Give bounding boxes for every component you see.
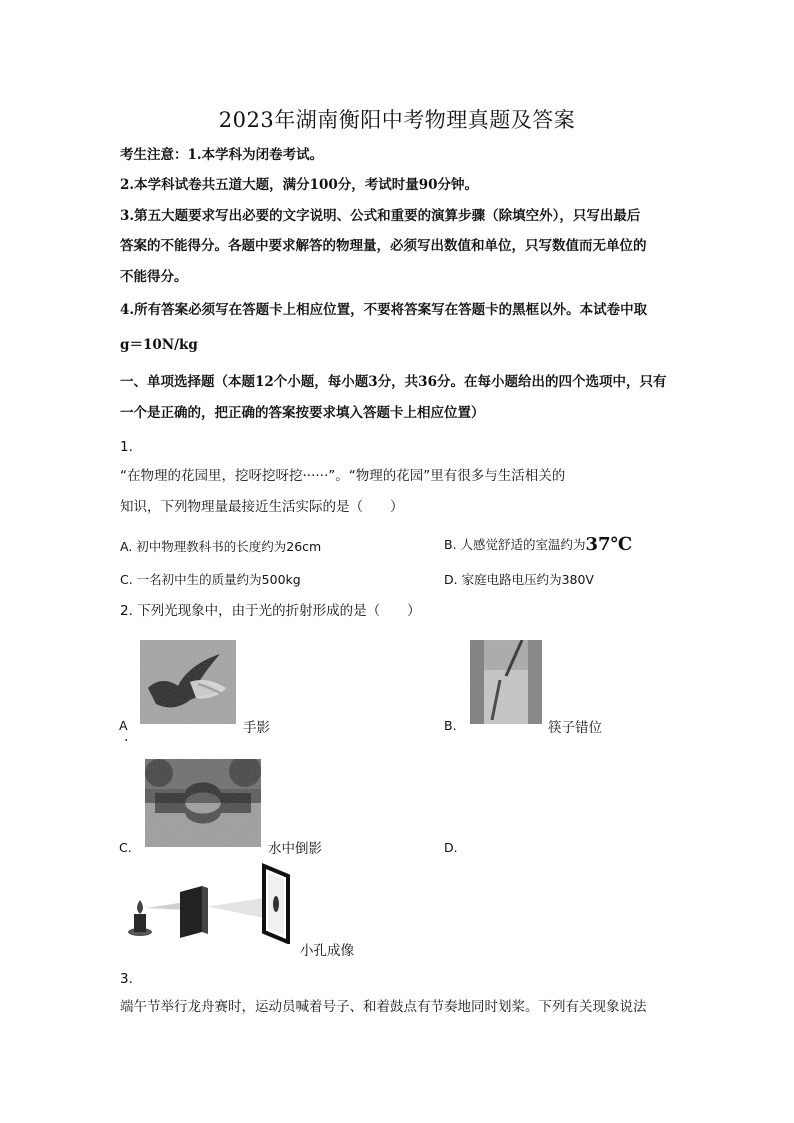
question-2-option-a-caption: 手影: [243, 720, 270, 736]
hand-shadow-illustration: [140, 640, 236, 724]
question-2-option-c-label: C.: [119, 840, 132, 855]
question-1-number: 1.: [120, 439, 133, 455]
question-1-option-a: A. 初中物理教科书的长度约为26cm: [120, 539, 322, 554]
question-1-option-b-value: 37℃: [585, 534, 633, 555]
question-1-option-b-text: B. 人感觉舒适的室温约为: [444, 537, 586, 552]
question-3-number: 3.: [120, 971, 133, 987]
question-2-option-b-caption: 筷子错位: [548, 720, 602, 736]
note-4-line-1: 4.所有答案必须写在答题卡上相应位置，不要将答案写在答题卡的黑框以外。本试卷中取: [120, 302, 648, 318]
question-2-option-a-dot: .: [124, 729, 129, 745]
note-4-line-2: g＝10N/kg: [120, 337, 198, 353]
question-2-option-b-label: B.: [444, 718, 457, 733]
note-3-line-3: 不能得分。: [120, 269, 188, 285]
question-2-option-a-label: A: [119, 718, 128, 733]
section-1-heading-line-1: 一、单项选择题（本题12个小题，每小题3分，共36分。在每小题给出的四个选项中，只有: [120, 374, 667, 390]
question-1-option-d: D. 家庭电路电压约为380V: [444, 572, 594, 587]
question-2-option-d-label: D.: [444, 840, 458, 855]
question-2-stem: 2. 下列光现象中，由于光的折射形成的是（ ）: [120, 603, 421, 619]
chopsticks-illustration: [470, 640, 542, 724]
hand-shadow-image: [140, 640, 236, 724]
note-1: 考生注意：1.本学科为闭卷考试。: [120, 147, 324, 163]
question-1-option-b: [444, 535, 632, 555]
note-3-line-1: 3.第五大题要求写出必要的文字说明、公式和重要的演算步骤（除填空外），只写出最后: [120, 208, 641, 224]
chopsticks-image: [470, 640, 542, 724]
pinhole-image: [124, 862, 304, 944]
section-1-heading-line-2: 一个是正确的，把正确的答案按要求填入答题卡上相应位置）: [120, 405, 485, 421]
note-2: 2.本学科试卷共五道大题，满分100分，考试时量90分钟。: [120, 177, 479, 193]
question-2-option-c-caption: 水中倒影: [268, 841, 322, 857]
question-3-stem-line-1: 端午节举行龙舟赛时，运动员喊着号子、和着鼓点有节奏地同时划桨。下列有关现象说法: [120, 999, 647, 1015]
note-3-line-2: 答案的不能得分。各题中要求解答的物理量，必须写出数值和单位，只写数值而无单位的: [120, 238, 647, 254]
pinhole-illustration: [124, 862, 304, 944]
question-1-option-c: C. 一名初中生的质量约为500kg: [120, 572, 301, 587]
bridge-reflection-illustration: [145, 759, 261, 847]
question-1-stem-line-2: 知识，下列物理量最接近生活实际的是（ ）: [120, 499, 404, 515]
bridge-reflection-image: [145, 759, 261, 847]
question-1-stem-line-1: “在物理的花园里，挖呀挖呀挖······”。“物理的花园”里有很多与生活相关的: [120, 468, 566, 484]
question-2-option-d-caption: 小孔成像: [300, 943, 354, 959]
page-title: 2023年湖南衡阳中考物理真题及答案: [218, 108, 576, 132]
